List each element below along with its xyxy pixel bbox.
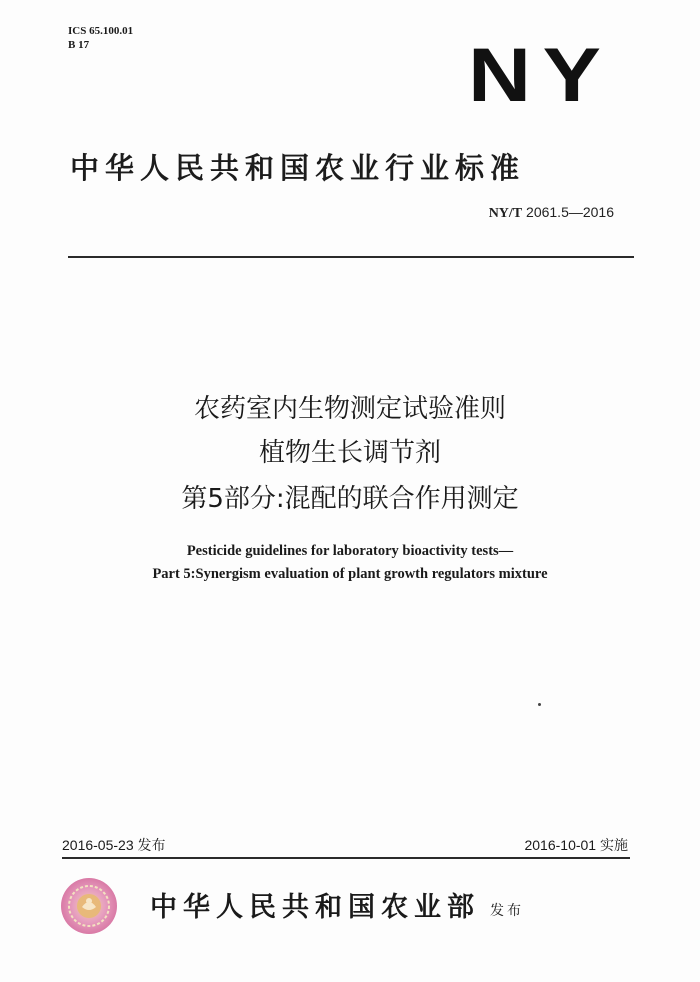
- title-cn-line-1: 农药室内生物测定试验准则: [193, 394, 506, 424]
- publish-date: 2016-05-23 发布: [62, 837, 166, 853]
- ministry-emblem-icon: [60, 877, 118, 935]
- scan-speck: [538, 703, 541, 706]
- title-en-line-2: Part 5:Synergism evaluation of plant growth regulators mixture: [152, 566, 548, 582]
- issue-label: 发布: [490, 903, 524, 919]
- ccs-code: B 17: [68, 39, 90, 51]
- title-cn-line-3: 第5部分:混配的联合作用测定: [181, 484, 519, 514]
- standard-number-prefix: NY/T: [488, 206, 523, 221]
- footer-divider: [62, 857, 630, 859]
- standard-number: [489, 204, 614, 222]
- title-cn-line-2: 植物生长调节剂: [258, 438, 441, 468]
- title-en-line-1: Pesticide guidelines for laboratory bioactivity tests—: [186, 543, 514, 559]
- implement-date: 2016-10-01 实施: [524, 837, 628, 853]
- ics-code: ICS 65.100.01: [68, 25, 134, 37]
- header-divider: [68, 256, 634, 258]
- standard-number-value: 2061.5—2016: [526, 204, 614, 220]
- ministry-name: 中华人民共和国农业部: [150, 892, 480, 923]
- ny-logo: NY: [468, 33, 613, 118]
- classification-codes: [68, 24, 133, 52]
- standard-type-title: 中华人民共和国农业行业标准: [70, 151, 526, 185]
